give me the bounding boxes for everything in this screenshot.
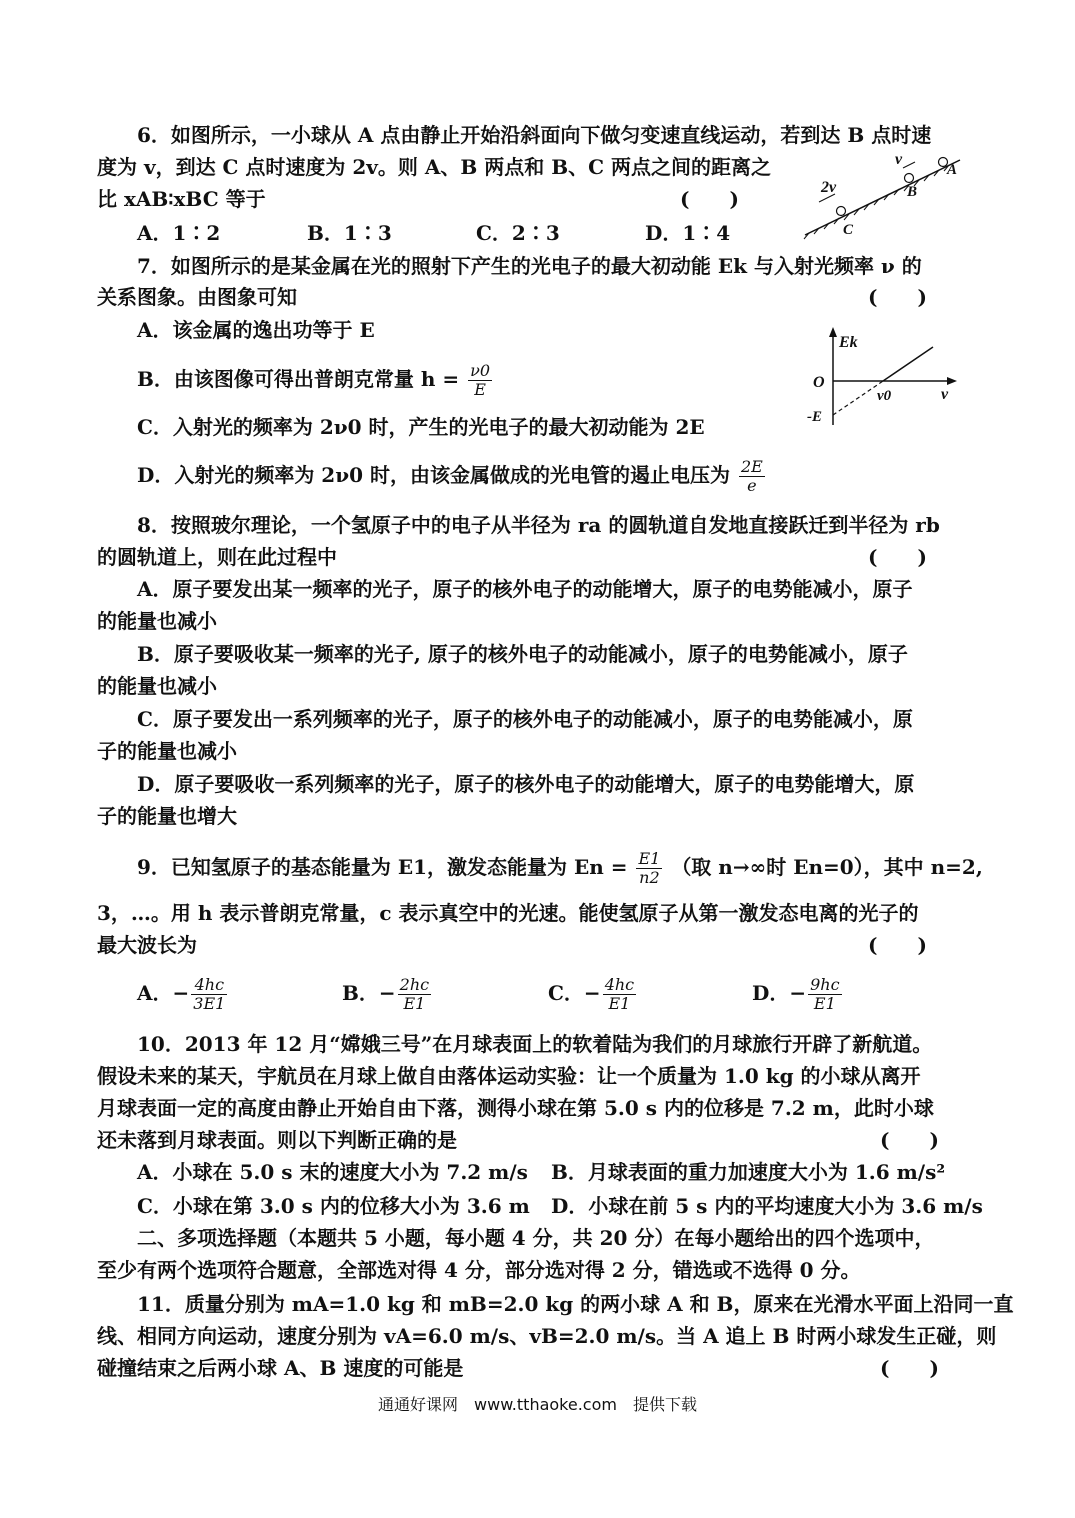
q8-option-c-line2: 子的能量也减小 xyxy=(97,739,237,763)
q8-stem-line2: 的圆轨道上，则在此过程中 xyxy=(97,545,337,569)
q9-stem-line1-pre: 9．已知氢原子的基态能量为 E1，激发态能量为 En = xyxy=(137,855,628,879)
q9-option-d xyxy=(752,976,844,1013)
fig-label-b: B xyxy=(907,184,918,200)
q9-stem-line3: 最大波长为 xyxy=(97,933,197,957)
q7-option-a: A．该金属的逸出功等于 E xyxy=(137,318,375,342)
ball-b xyxy=(905,174,914,183)
q11-stem-line3: 碰撞结束之后两小球 A、B 速度的可能是 xyxy=(97,1356,464,1380)
q6-option-c: C．2∶3 xyxy=(476,221,560,245)
q7-option-b-numerator: ν0 xyxy=(470,361,491,380)
q6-option-d: D．1∶4 xyxy=(645,221,731,245)
graph-label-ek: Ek xyxy=(839,334,858,351)
section2-intro-line2: 至少有两个选项符合题意，全部选对得 4 分，部分选对得 2 分，错选或不选得 0 分。 xyxy=(97,1258,861,1282)
q7-option-c: C．入射光的频率为 2ν0 时，产生的光电子的最大初动能为 2E xyxy=(137,415,705,439)
q9-option-c xyxy=(548,976,638,1013)
q10-option-a: A．小球在 5.0 s 末的速度大小为 7.2 m/s xyxy=(137,1160,528,1184)
q6-stem-line3: 比 xAB∶xBC 等于 xyxy=(97,187,266,211)
q7-option-d-text: D．入射光的频率为 2ν0 时，由该金属做成的光电管的遏止电压为 xyxy=(137,463,730,487)
q7-option-d-fraction xyxy=(739,458,765,495)
q6-stem-line2: 度为 v，到达 C 点时速度为 2v。则 A、B 两点和 B、C 两点之间的距离之 xyxy=(97,155,772,179)
q7-option-b-fraction xyxy=(468,362,492,399)
q9-option-a-denominator: 3E1 xyxy=(193,994,226,1013)
q9-energy-denominator: n2 xyxy=(639,868,660,887)
q10-stem-line1: 10．2013 年 12 月“嫦娥三号”在月球表面上的软着陆为我们的月球旅行开辟了新航道。 xyxy=(137,1032,933,1056)
q9-option-d-fraction xyxy=(808,976,841,1013)
q9-option-c-sign: − xyxy=(583,981,601,1005)
q10-stem-line2: 假设未来的某天，宇航员在月球上做自由落体运动实验：让一个质量为 1.0 kg 的小球从离开 xyxy=(97,1064,921,1088)
q9-option-a-fraction xyxy=(191,976,227,1013)
q9-option-c-label: C． xyxy=(548,981,584,1005)
q6-option-a: A．1∶2 xyxy=(137,221,221,245)
fig-label-c: C xyxy=(843,222,854,238)
q9-option-a-numerator: 4hc xyxy=(191,976,227,995)
q9-option-a xyxy=(137,976,229,1013)
graph-label-v0: ν0 xyxy=(877,388,892,404)
q10-stem-line4: 还未落到月球表面。则以下判断正确的是 xyxy=(97,1128,457,1152)
q10-stem-line3: 月球表面一定的高度由静止开始自由下落，测得小球在第 5.0 s 内的位移是 7.2 m，此时小球 xyxy=(97,1096,934,1120)
q11-stem-line1: 11．质量分别为 mA=1.0 kg 和 mB=2.0 kg 的两小球 A 和 B，原来在光滑水平面上沿同一直 xyxy=(137,1292,1014,1316)
q9-energy-numerator: E1 xyxy=(638,849,661,868)
q6-answer-paren: ( ) xyxy=(680,187,739,211)
fig-label-2v: 2v xyxy=(821,179,837,196)
q9-option-b xyxy=(342,976,433,1013)
q8-answer-paren: ( ) xyxy=(868,545,927,569)
q8-stem-line1: 8．按照玻尔理论，一个氢原子中的电子从半径为 ra 的圆轨道自发地直接跃迁到半径为 rb xyxy=(137,513,940,537)
q9-option-b-numerator: 2hc xyxy=(399,975,430,994)
graph-label-origin: O xyxy=(813,374,825,391)
q8-option-c-line1: C．原子要发出一系列频率的光子，原子的核外电子的动能减小，原子的电势能减小，原 xyxy=(137,707,913,731)
q7-option-b-text: B．由该图像可得出普朗克常量 h = xyxy=(137,367,460,391)
graph-label-v: ν xyxy=(941,386,949,403)
q7-option-d xyxy=(137,458,767,495)
q9-answer-paren: ( ) xyxy=(868,933,927,957)
q6-option-b: B．1∶3 xyxy=(307,221,392,245)
q7-option-d-denominator: e xyxy=(747,476,757,495)
q9-option-d-sign: − xyxy=(789,981,807,1005)
q8-option-d-line1: D．原子要吸收一系列频率的光子，原子的核外电子的动能增大，原子的电势能增大，原 xyxy=(137,772,915,796)
q9-option-b-label: B． xyxy=(342,981,379,1005)
q8-option-d-line2: 子的能量也增大 xyxy=(97,804,237,828)
q7-option-b-denominator: E xyxy=(474,380,486,399)
q6-stem-line1: 6．如图所示，一小球从 A 点由静止开始沿斜面向下做匀变速直线运动，若到达 B 点时速 xyxy=(137,123,932,147)
q9-option-a-label: A． xyxy=(137,981,173,1005)
q10-option-c: C．小球在第 3.0 s 内的位移大小为 3.6 m xyxy=(137,1194,530,1218)
q11-stem-line2: 线、相同方向运动，速度分别为 vA=6.0 m/s、vB=2.0 m/s。当 A 追上 B 时两小球发生正碰，则 xyxy=(97,1324,997,1348)
q9-option-c-fraction xyxy=(603,976,636,1013)
q9-option-a-sign: − xyxy=(172,981,190,1005)
q9-stem-line2: 3，…。用 h 表示普朗克常量，c 表示真空中的光速。能使氢原子从第一激发态电离的光子的 xyxy=(97,901,919,925)
page-footer: 通通好课网 www.tthaoke.com 提供下载 xyxy=(378,1395,697,1414)
q9-option-b-denominator: E1 xyxy=(403,994,426,1013)
q7-answer-paren: ( ) xyxy=(868,285,927,309)
q9-energy-fraction xyxy=(636,850,662,887)
graph-label-neg-e: -E xyxy=(807,409,822,425)
q8-option-b-line2: 的能量也减小 xyxy=(97,674,217,698)
section2-intro-line1: 二、多项选择题（本题共 5 小题，每小题 4 分，共 20 分）在每小题给出的四个选项中， xyxy=(137,1226,935,1250)
fig-label-a: A xyxy=(947,162,958,178)
q9-option-d-numerator: 9hc xyxy=(810,975,840,994)
q7-ek-graph xyxy=(805,325,965,435)
q10-option-b: B．月球表面的重力加速度大小为 1.6 m/s² xyxy=(551,1160,946,1184)
q9-option-c-denominator: E1 xyxy=(608,994,631,1013)
q11-answer-paren: ( ) xyxy=(880,1356,939,1380)
q8-option-a-line1: A．原子要发出某一频率的光子，原子的核外电子的动能增大，原子的电势能减小，原子 xyxy=(137,577,913,601)
q8-option-a-line2: 的能量也减小 xyxy=(97,609,217,633)
q9-stem-line1 xyxy=(137,850,983,887)
q10-answer-paren: ( ) xyxy=(880,1128,939,1152)
q10-option-d: D．小球在前 5 s 内的平均速度大小为 3.6 m/s xyxy=(551,1194,983,1218)
q9-option-b-fraction xyxy=(398,976,431,1013)
q9-stem-line1-post: （取 n→∞时 En=0），其中 n=2, xyxy=(671,855,983,879)
q9-option-c-numerator: 4hc xyxy=(604,975,635,994)
q9-option-b-sign: − xyxy=(378,981,396,1005)
q7-option-d-numerator: 2E xyxy=(740,457,763,476)
q7-option-b xyxy=(137,362,494,399)
q7-stem-line1: 7．如图所示的是某金属在光的照射下产生的光电子的最大初动能 Ek 与入射光频率 ν 的 xyxy=(137,254,922,278)
fig-label-v: v xyxy=(895,151,903,168)
q8-option-b-line1: B．原子要吸收某一频率的光子, 原子的核外电子的动能减小，原子的电势能减小，原子 xyxy=(137,642,908,666)
q6-incline-figure xyxy=(795,150,975,245)
q9-option-d-denominator: E1 xyxy=(813,994,836,1013)
q7-stem-line2: 关系图象。由图象可知 xyxy=(97,285,297,309)
q9-option-d-label: D． xyxy=(752,981,790,1005)
ball-c xyxy=(837,207,846,216)
